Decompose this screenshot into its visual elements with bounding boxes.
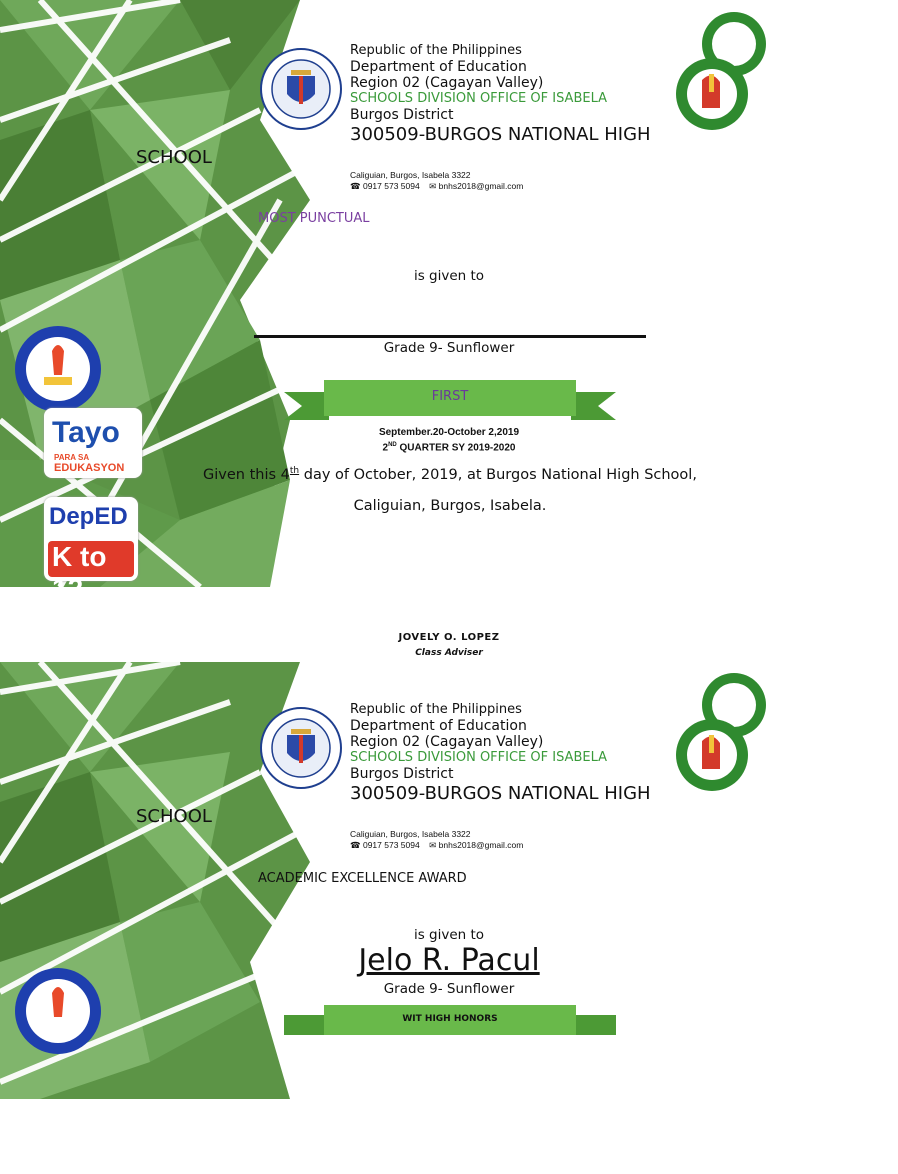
school-name-continued: SCHOOL [136,806,212,827]
header-republic: Republic of the Philippines [350,43,522,58]
award-period: September.20-October 2,2019 [378,427,520,438]
school-name: 300509-BURGOS NATIONAL HIGH [350,783,651,804]
given-to-label: is given to [413,268,485,284]
school-address: Caliguian, Burgos, Isabela 3322 [350,829,471,839]
school-name: 300509-BURGOS NATIONAL HIGH [350,124,651,145]
ribbon-label: FIRST [431,389,469,404]
email-icon: ✉ [429,181,437,191]
header-region: Region 02 (Cagayan Valley) [350,75,544,91]
given-to-label: is given to [413,927,485,943]
award-title: ACADEMIC EXCELLENCE AWARD [258,871,467,886]
header-region: Region 02 (Cagayan Valley) [350,734,544,750]
header-district: Burgos District [350,107,454,123]
header-republic: Republic of the Philippines [350,702,522,717]
recipient-name: Jelo R. Pacul [358,943,540,978]
certificate-page-2 [0,587,768,1024]
school-seal-icon [14,325,102,413]
signatory-title: Class Adviser [415,648,483,658]
division-seal-icon [662,671,768,793]
phone-number: 0917 573 5094 [362,840,420,850]
school-seal-icon [14,967,102,1055]
quarter-line: 2ND QUARTER SY 2019-2020 [382,442,516,454]
deped-seal-icon [260,48,342,130]
given-paragraph: Given this 4th day of October, 2019, at Burgos National High School, [203,466,697,483]
header-department: Department of Education [350,59,527,75]
ribbon-label: WIT HIGH HONORS [402,1014,498,1024]
grade-section: Grade 9- Sunflower [383,981,515,997]
signatory-name: JOVELY O. LOPEZ [398,632,500,643]
given-location: Caliguian, Burgos, Isabela. [353,498,547,514]
header-division: SCHOOLS DIVISION OFFICE OF ISABELA [350,91,608,106]
division-seal-icon [662,10,768,132]
award-title: MOST PUNCTUAL [258,211,370,226]
school-contact [350,840,523,851]
header-department: Department of Education [350,718,527,734]
deped-k12-logo: DepED K to [44,497,138,581]
header-district: Burgos District [350,766,454,782]
deped-seal-icon [260,707,342,789]
tayo-logo: Tayo PARA SA EDUKASYON [44,408,142,478]
grade-section: Grade 9- Sunflower [383,340,515,356]
phone-icon: ☎ [350,181,361,191]
certificate-page-1 [0,0,768,587]
email-address: bnhs2018@gmail.com [438,181,524,191]
email-address: bnhs2018@gmail.com [438,840,524,850]
header-division: SCHOOLS DIVISION OFFICE OF ISABELA [350,750,608,765]
school-contact [350,181,523,192]
phone-number: 0917 573 5094 [362,181,420,191]
school-address: Caliguian, Burgos, Isabela 3322 [350,170,471,180]
email-icon: ✉ [429,840,437,850]
school-name-continued: SCHOOL [136,147,212,168]
phone-icon: ☎ [350,840,361,850]
recipient-line [254,335,646,338]
